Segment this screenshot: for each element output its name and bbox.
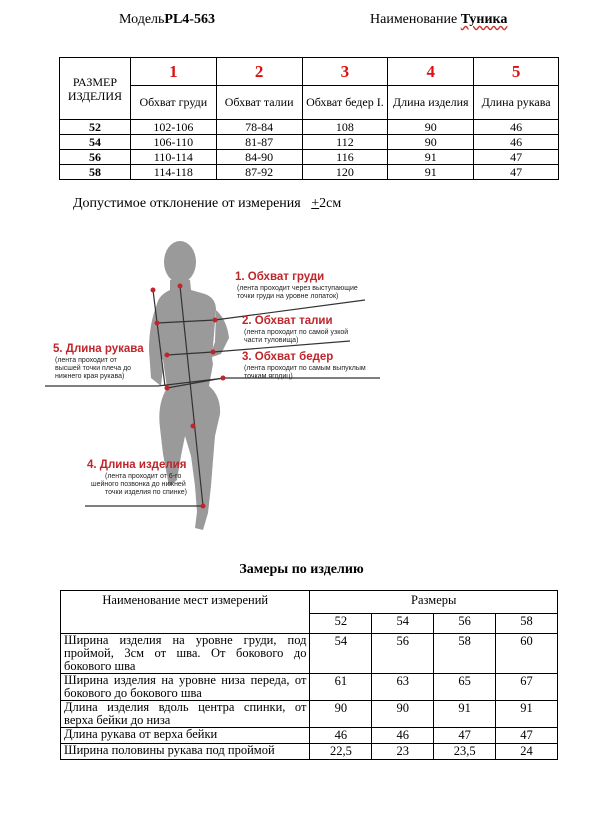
col-label: Обхват талии [216,86,302,120]
measure-value: 63 [372,674,434,701]
measure-value: 47 [434,728,496,744]
size-header: РАЗМЕР ИЗДЕЛИЯ [60,58,131,120]
value-cell: 87-92 [216,165,302,180]
m2-note: (лента проходит по самой узкой [244,329,349,336]
measure-value: 22,5 [310,744,372,760]
value-cell: 46 [474,135,559,150]
measure-value: 46 [372,728,434,744]
m3-note: (лента проходит по самым выпуклым [244,365,366,372]
value-cell: 106-110 [130,135,216,150]
col-label: Обхват бедер I. [302,86,388,120]
size-cell: 54 [60,135,131,150]
value-cell: 120 [302,165,388,180]
name-header: Наименование мест измерений [61,591,310,634]
m3-note: точкам ягодиц) [244,373,293,380]
col-number: 2 [216,58,302,86]
name-header [370,12,507,28]
col-number: 1 [130,58,216,86]
value-cell: 91 [388,165,474,180]
value-cell: 116 [302,150,388,165]
name-label: Наименование [370,12,461,27]
model-value: PL4-563 [164,12,215,27]
size-col-header: 52 [310,614,372,634]
measure-name: Ширина изделия на уровне груди, под проймой, 3см от шва. От бокового до бокового шва [61,634,310,674]
measure-name: Длина рукава от верха бейки [61,728,310,744]
m1-note: (лента проходит через выступающие [237,285,358,292]
measure-value: 67 [496,674,558,701]
measure-name: Длина изделия вдоль центра спинки, от верха бейки до низа [61,701,310,728]
col-number: 4 [388,58,474,86]
measurements-title: Замеры по изделию [239,562,364,577]
value-cell: 110-114 [130,150,216,165]
value-cell: 108 [302,120,388,135]
measure-value: 56 [372,634,434,674]
col-number: 5 [474,58,559,86]
value-cell: 47 [474,165,559,180]
size-col-header: 54 [372,614,434,634]
measure-value: 24 [496,744,558,760]
m4-note: шейного позвонка до нижней [91,481,186,488]
measure-value: 58 [434,634,496,674]
measure-value: 60 [496,634,558,674]
measure-value: 46 [310,728,372,744]
tolerance-value: 2см [319,196,342,211]
measure-value: 47 [496,728,558,744]
measure-name: Ширина изделия на уровне низа переда, от бокового до бокового шва [61,674,310,701]
col-label: Длина изделия [388,86,474,120]
measure-value: 91 [496,701,558,728]
tolerance-text: Допустимое отклонение от измерения [73,196,301,211]
col-label: Обхват груди [130,86,216,120]
table-row [60,165,559,180]
value-cell: 46 [474,120,559,135]
measure-value: 90 [310,701,372,728]
table-row [60,135,559,150]
size-col-header: 56 [434,614,496,634]
m4-title: 4. Длина изделия [87,459,187,471]
tolerance-note [73,196,341,212]
m3-title: 3. Обхват бедер [242,351,334,363]
model-header [119,12,215,28]
sizes-header: Размеры [310,591,558,614]
value-cell: 81-87 [216,135,302,150]
m2-note: части туловища) [244,337,299,344]
value-cell: 114-118 [130,165,216,180]
size-cell: 58 [60,165,131,180]
value-cell: 91 [388,150,474,165]
value-cell: 90 [388,120,474,135]
m1-note: точки груди на уровне лопаток) [237,293,339,300]
value-cell: 112 [302,135,388,150]
m4-note: (лента проходит от 6-го [105,473,182,480]
value-cell: 102-106 [130,120,216,135]
name-value: Туника [460,12,508,27]
model-label: Модель [119,12,165,27]
size-table [59,57,559,180]
m5-title: 5. Длина рукава [53,343,144,355]
value-cell: 84-90 [216,150,302,165]
m2-title: 2. Обхват талии [242,315,333,327]
measurements-table [60,590,558,760]
m1-title: 1. Обхват груди [235,271,325,283]
measure-name: Ширина половины рукава под проймой [61,744,310,760]
value-cell: 78-84 [216,120,302,135]
value-cell: 90 [388,135,474,150]
value-cell: 47 [474,150,559,165]
table-row [61,674,558,701]
table-row [60,150,559,165]
table-row [61,744,558,760]
size-cell: 56 [60,150,131,165]
col-number: 3 [302,58,388,86]
measurement-figure [45,228,385,548]
m4-note: точки изделия по спинке) [105,489,187,496]
table-row [61,728,558,744]
col-label: Длина рукава [474,86,559,120]
measure-value: 61 [310,674,372,701]
measure-value: 90 [372,701,434,728]
table-row [61,701,558,728]
measure-value: 23 [372,744,434,760]
m5-note: высшей точки плеча до [55,365,132,372]
m5-note: (лента проходит от [55,357,117,364]
measure-value: 23,5 [434,744,496,760]
measure-value: 91 [434,701,496,728]
measure-value: 54 [310,634,372,674]
table-row [60,120,559,135]
m5-note: нижнего края рукава) [55,373,125,380]
size-cell: 52 [60,120,131,135]
measure-value: 65 [434,674,496,701]
table-row [61,634,558,674]
size-col-header: 58 [496,614,558,634]
tolerance-pm: + [311,196,320,211]
